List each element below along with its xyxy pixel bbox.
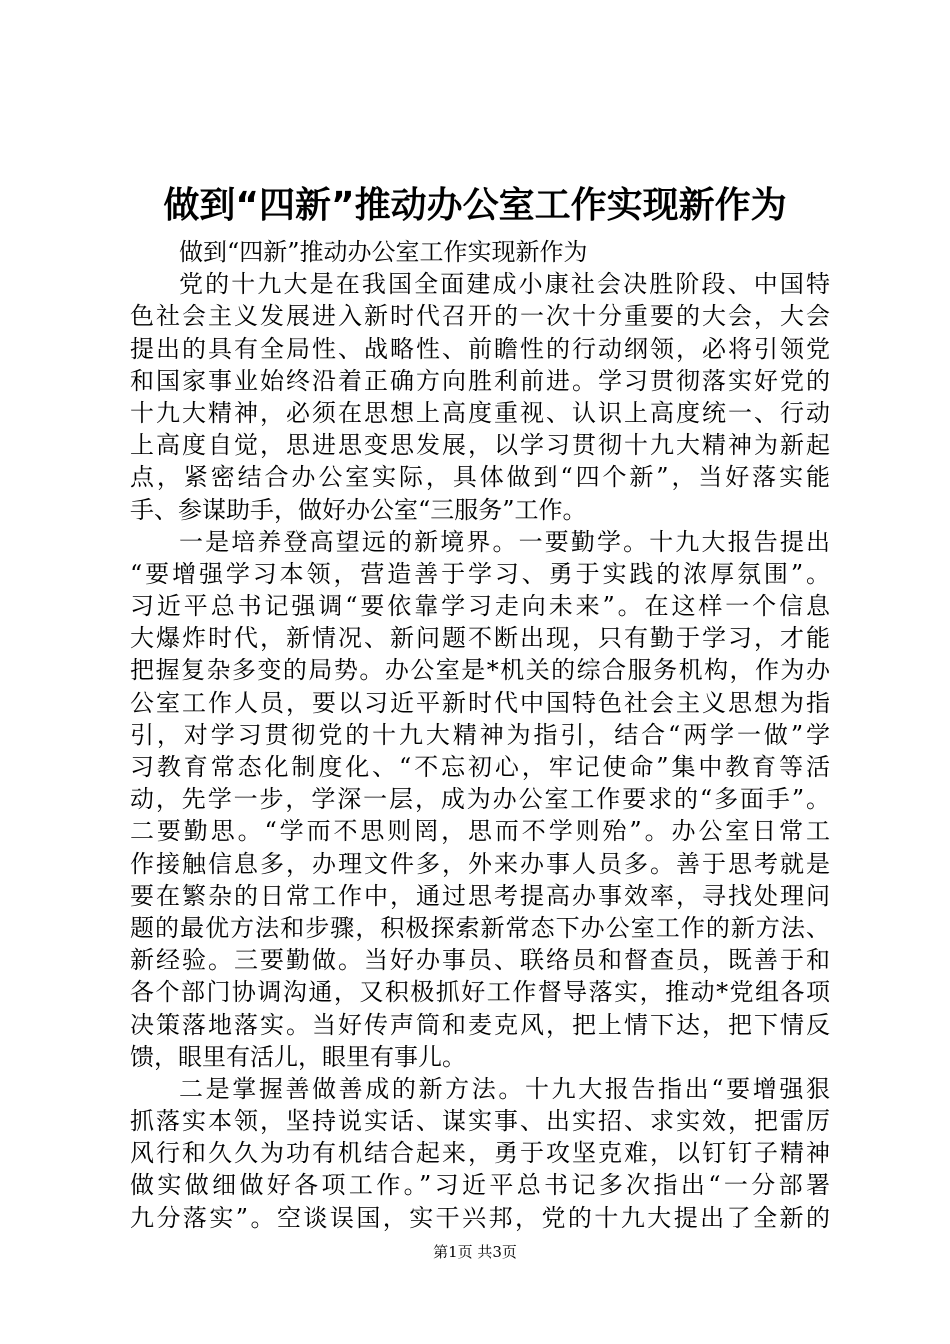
body-line: 动，先学一步，学深一层，成为办公室工作要求的“多面手”。 xyxy=(130,785,830,814)
body-line: 作接触信息多，办理文件多，外来办事人员多。善于思考就是 xyxy=(130,849,830,878)
body-line: 提出的具有全局性、战略性、前瞻性的行动纲领，必将引领党 xyxy=(130,334,830,363)
body-line: 色社会主义发展进入新时代召开的一次十分重要的大会，大会 xyxy=(130,302,830,331)
body-line: 新经验。三要勤做。当好办事员、联络员和督查员，既善于和 xyxy=(130,946,830,975)
body-line: 手、参谋助手，做好办公室“三服务”工作。 xyxy=(130,495,587,524)
body-line: 要在繁杂的日常工作中，通过思考提高办事效率，寻找处理问 xyxy=(130,881,830,910)
body-line: 决策落地落实。当好传声筒和麦克风，把上情下达，把下情反 xyxy=(130,1010,830,1039)
body-line: 做实做细做好各项工作。”习近平总书记多次指出“一分部署 xyxy=(130,1171,830,1200)
body-line: 二要勤思。“学而不思则罔，思而不学则殆”。办公室日常工 xyxy=(130,817,830,846)
body-line: 馈，眼里有活儿，眼里有事儿。 xyxy=(130,1042,466,1071)
body-line: 习教育常态化制度化、“不忘初心，牢记使命”集中教育等活 xyxy=(130,753,830,781)
body-line: 把握复杂多变的局势。办公室是*机关的综合服务机构，作为办 xyxy=(130,656,830,685)
body-line: 上高度自觉，思进思变思发展，以学习贯彻十九大精神为新起 xyxy=(130,431,830,460)
document-title: 做到“四新”推动办公室工作实现新作为 xyxy=(163,185,787,226)
body-line: 九分落实”。空谈误国，实干兴邦，党的十九大提出了全新的 xyxy=(130,1203,830,1232)
document-body xyxy=(130,236,830,1234)
body-line: 一是培养登高望远的新境界。一要勤学。十九大报告提出 xyxy=(179,527,830,556)
body-line: 习近平总书记强调“要依靠学习走向未来”。在这样一个信息 xyxy=(130,592,830,621)
body-line: 二是掌握善做善成的新方法。十九大报告指出“要增强狠 xyxy=(179,1074,830,1103)
body-line: 各个部门协调沟通，又积极抓好工作督导落实，推动*党组各项 xyxy=(130,978,830,1007)
body-line: 做到“四新”推动办公室工作实现新作为 xyxy=(179,238,588,266)
body-line: 和国家事业始终沿着正确方向胜利前进。学习贯彻落实好党的 xyxy=(130,366,830,395)
body-line: 党的十九大是在我国全面建成小康社会决胜阶段、中国特 xyxy=(179,270,830,299)
body-line: 引，对学习贯彻党的十九大精神为指引，结合“两学一做”学 xyxy=(130,720,830,749)
body-line: 题的最优方法和步骤，积极探索新常态下办公室工作的新方法、 xyxy=(130,913,830,942)
body-line: 抓落实本领，坚持说实话、谋实事、出实招、求实效，把雷厉 xyxy=(130,1107,830,1136)
body-line: 十九大精神，必须在思想上高度重视、认识上高度统一、行动 xyxy=(130,398,830,427)
body-line: 点，紧密结合办公室实际，具体做到“四个新”，当好落实能 xyxy=(130,463,830,492)
body-line: “要增强学习本领，营造善于学习、勇于实践的浓厚氛围”。 xyxy=(130,559,830,588)
body-line: 公室工作人员，要以习近平新时代中国特色社会主义思想为指 xyxy=(130,688,830,717)
body-line: 大爆炸时代，新情况、新问题不断出现，只有勤于学习，才能 xyxy=(130,624,830,653)
body-line: 风行和久久为功有机结合起来，勇于攻坚克难，以钉钉子精神 xyxy=(130,1139,830,1168)
page-footer: 第1页 共3页 xyxy=(433,1243,517,1261)
